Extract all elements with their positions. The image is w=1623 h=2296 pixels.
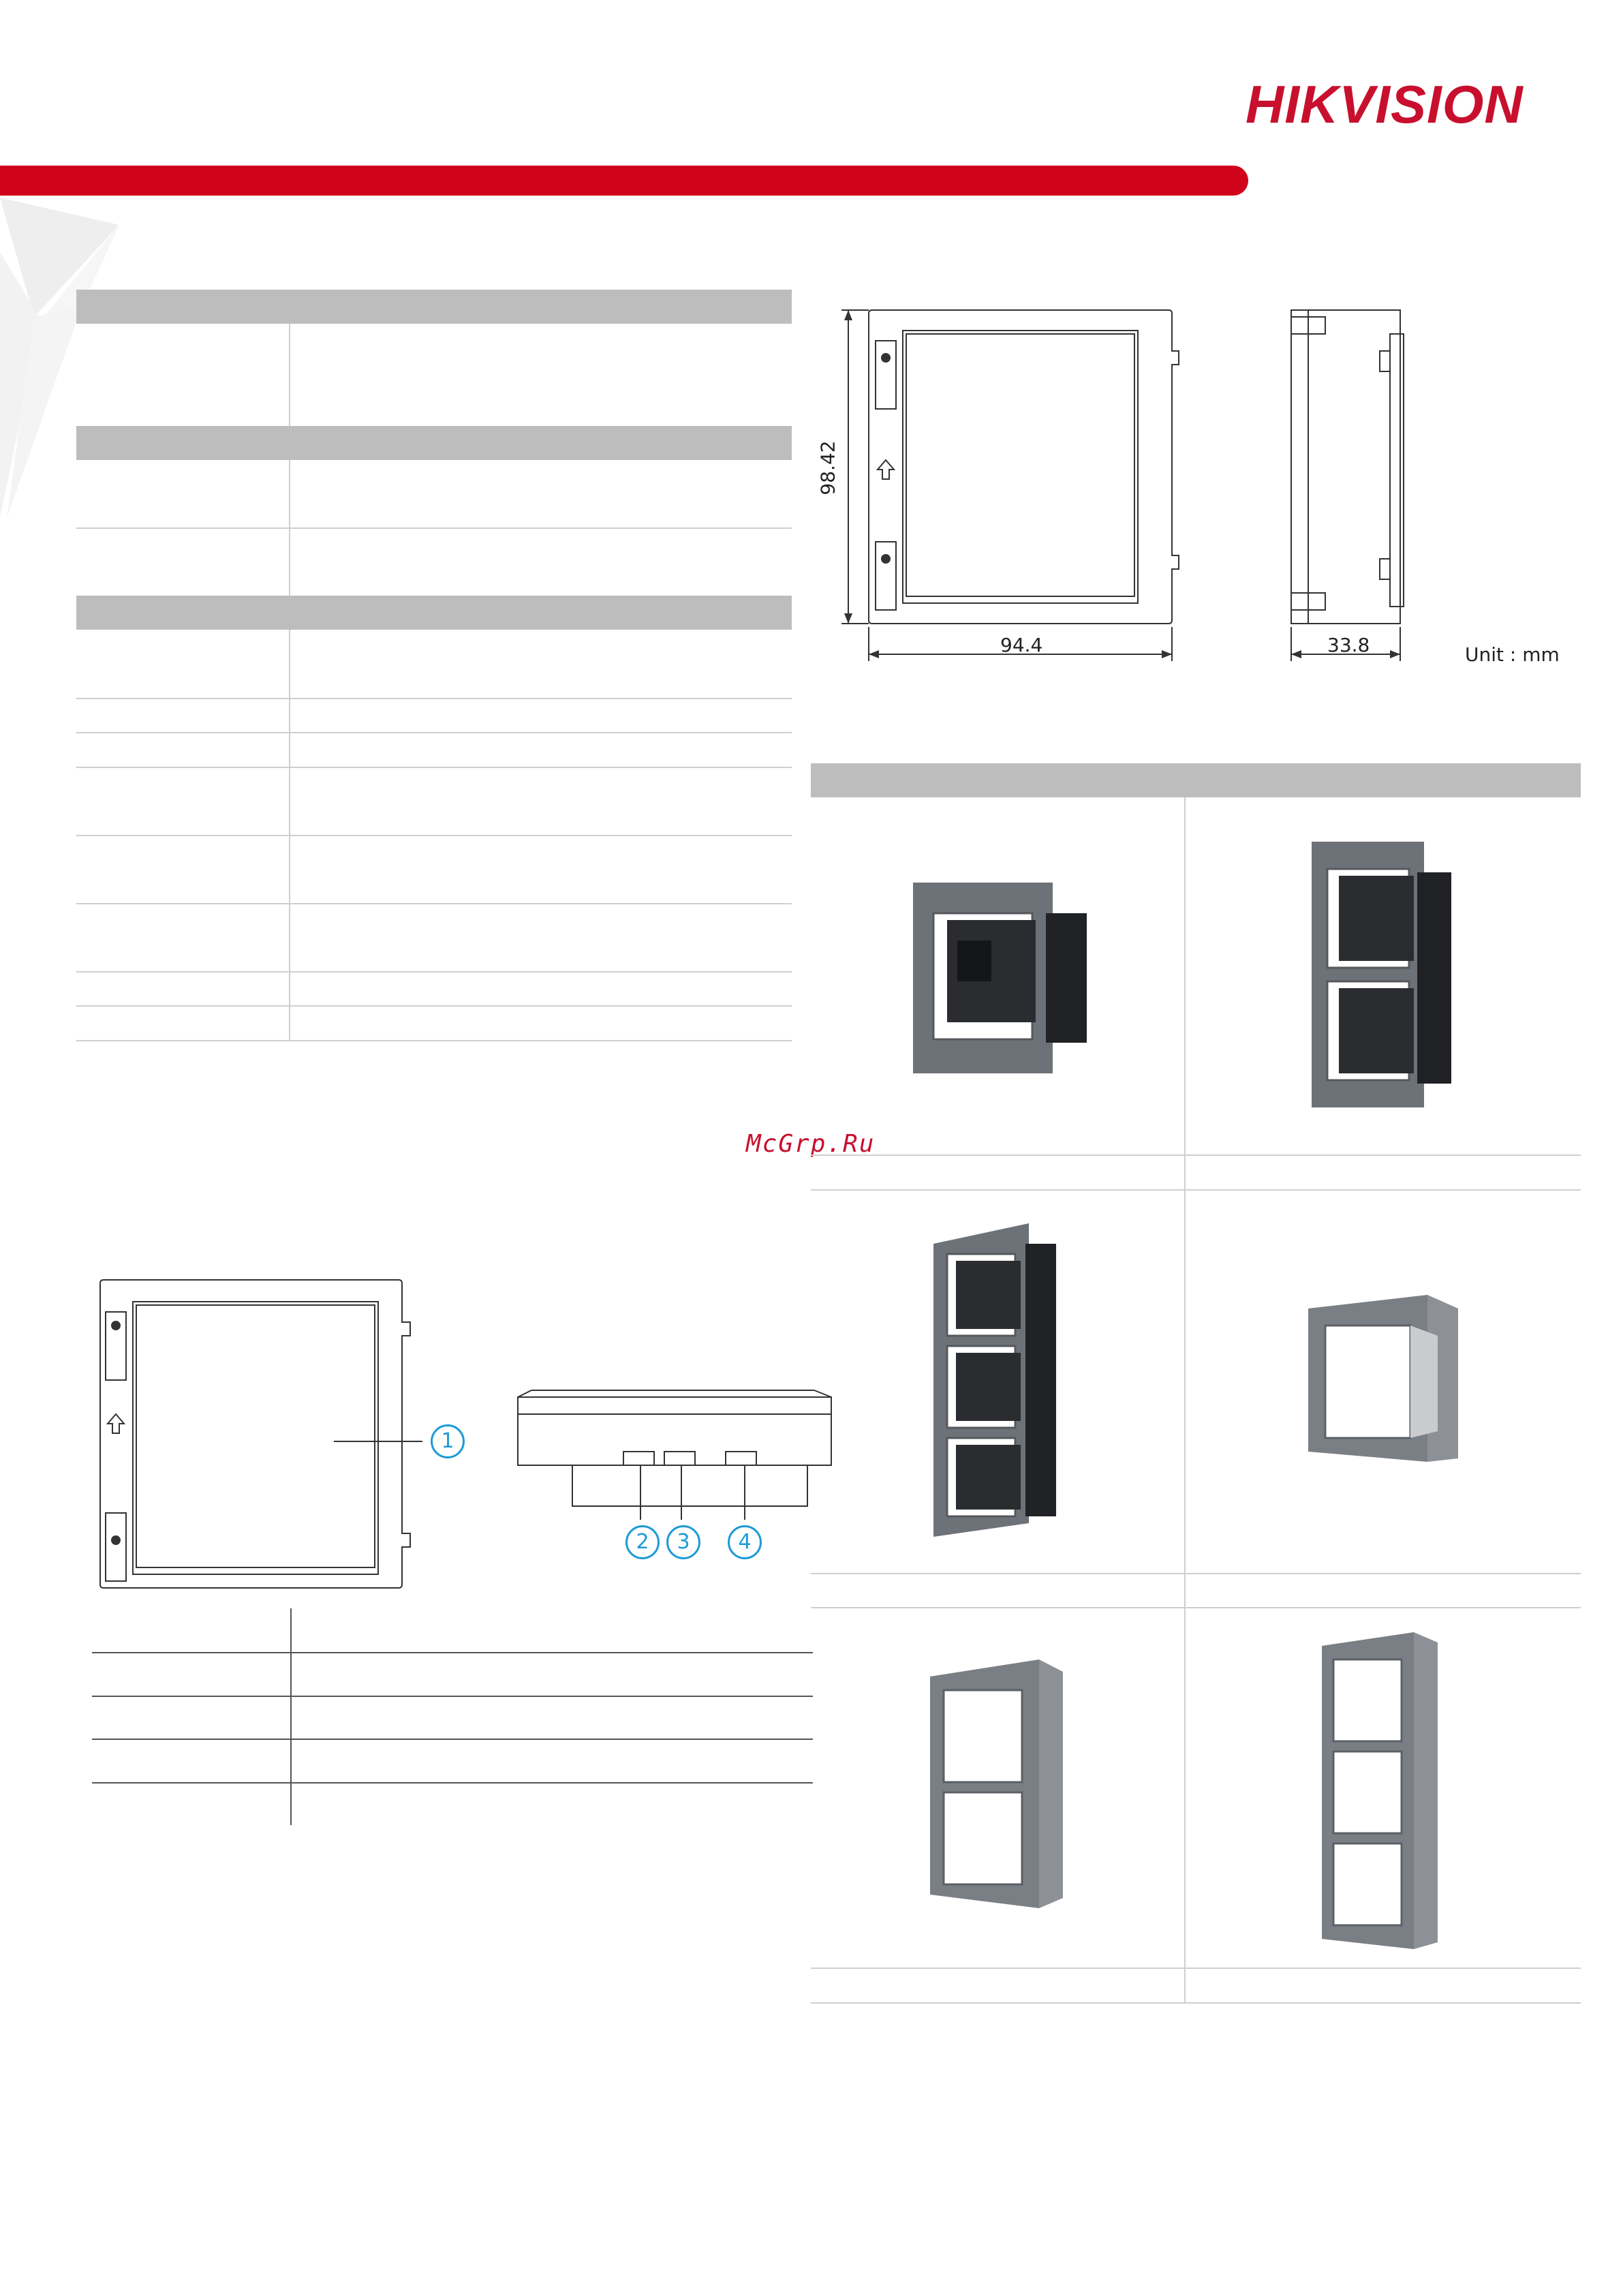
table-row-divider	[811, 1189, 1581, 1191]
table-row-divider	[811, 1607, 1581, 1608]
table-row-divider	[92, 1739, 813, 1740]
surface-mount-frame-3-module-image	[1318, 1632, 1444, 1953]
callout-1: 1	[431, 1424, 465, 1458]
table-column-divider	[1184, 797, 1186, 2002]
table-row-divider	[811, 2002, 1581, 2004]
surface-mount-frame-1-module-image	[1301, 1295, 1465, 1472]
spec-section-header	[76, 596, 792, 630]
table-row-divider	[811, 1968, 1581, 1969]
table-row-divider	[76, 1040, 792, 1041]
table-row-divider	[811, 1573, 1581, 1574]
spec-section-header	[76, 290, 792, 324]
side-dimension-drawing	[1281, 300, 1417, 668]
table-row-divider	[811, 1154, 1581, 1156]
flush-mount-frame-3-module-image	[930, 1223, 1066, 1537]
table-row-divider	[92, 1652, 813, 1653]
callout-4: 4	[728, 1525, 762, 1559]
front-dimension-drawing	[828, 300, 1196, 668]
callout-2: 2	[625, 1525, 660, 1559]
table-row-divider	[76, 971, 792, 973]
table-row-divider	[92, 1782, 813, 1784]
table-column-divider	[289, 630, 290, 1040]
table-row-divider	[76, 1005, 792, 1007]
watermark-text: McGrp.Ru	[746, 1130, 876, 1158]
callout-3: 3	[666, 1525, 700, 1559]
height-dimension-label: 98.42	[816, 440, 839, 495]
table-row-divider	[76, 767, 792, 768]
decorative-triangles	[0, 198, 136, 525]
module-front-view-diagram	[95, 1274, 422, 1595]
accessories-header	[811, 763, 1581, 797]
flush-mount-frame-2-module-image	[1308, 838, 1458, 1111]
depth-dimension-label: 33.8	[1327, 634, 1370, 656]
table-row-divider	[76, 903, 792, 904]
table-column-divider	[289, 460, 290, 596]
module-bottom-view-diagram	[514, 1383, 835, 1540]
table-column-divider	[290, 1608, 292, 1825]
unit-label: Unit : mm	[1465, 643, 1560, 666]
table-row-divider	[76, 732, 792, 733]
header-red-bar	[0, 166, 1248, 196]
table-row-divider	[92, 1696, 813, 1697]
brand-logo: HIKVISION	[1246, 74, 1524, 134]
surface-mount-frame-2-module-image	[927, 1659, 1070, 1912]
width-dimension-label: 94.4	[1000, 634, 1043, 656]
table-row-divider	[76, 698, 792, 699]
table-row-divider	[76, 527, 792, 529]
table-column-divider	[289, 324, 290, 426]
table-row-divider	[76, 835, 792, 836]
flush-mount-frame-1-module-image	[910, 879, 1094, 1077]
spec-section-header	[76, 426, 792, 460]
